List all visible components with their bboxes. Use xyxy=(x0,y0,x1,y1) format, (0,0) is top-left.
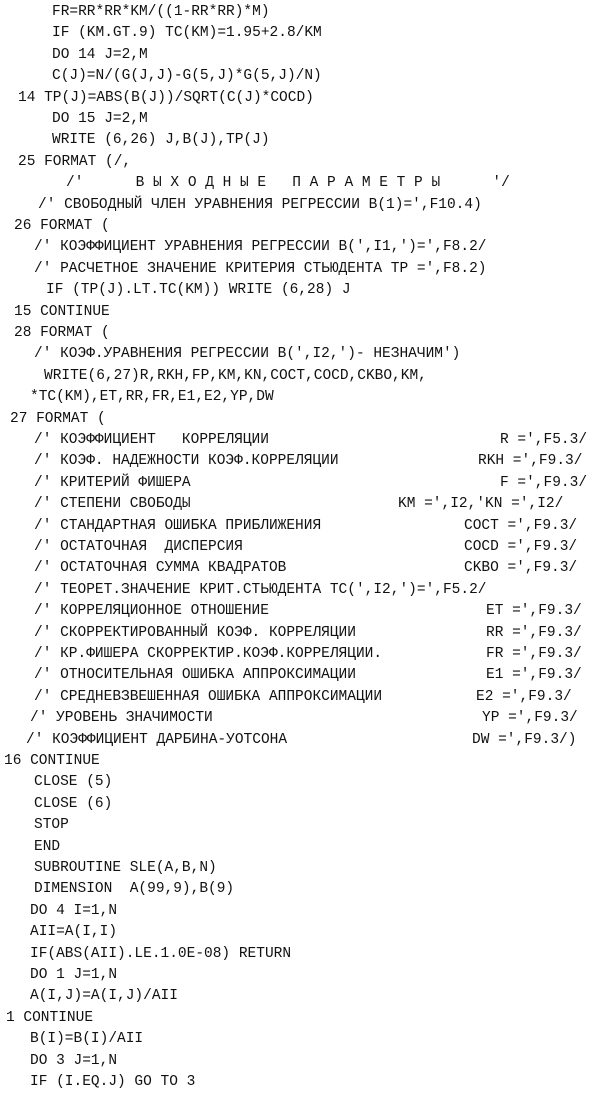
code-text: IF (TP(J).LT.TC(KM)) WRITE (6,28) J xyxy=(46,282,351,299)
code-text: CLOSE (6) xyxy=(34,795,113,812)
code-line xyxy=(0,730,614,751)
code-line xyxy=(0,109,614,130)
code-line xyxy=(0,922,614,943)
code-text: IF(ABS(AII).LE.1.0E-08) RETURN xyxy=(30,945,292,962)
code-text: AII=A(I,I) xyxy=(30,924,118,941)
code-text: IF (KM.GT.9) TC(KM)=1.95+2.8/KM xyxy=(52,25,322,42)
code-text: /' ОСТАТОЧНАЯ ДИСПЕРСИЯ xyxy=(34,539,243,555)
code-text: *TC(KM),ET,RR,FR,E1,E2,YP,DW xyxy=(30,389,274,406)
code-line xyxy=(0,280,614,301)
code-line xyxy=(0,537,614,558)
code-line xyxy=(0,45,614,66)
code-text: /' ТЕОРЕТ.ЗНАЧЕНИЕ КРИТ.СТЬЮДЕНТА TC(',I2,')=',F5.2/ xyxy=(34,581,487,598)
code-line xyxy=(0,623,614,644)
format-spec: COCD =',F9.3/ xyxy=(464,539,578,555)
code-line xyxy=(0,858,614,879)
code-line xyxy=(0,901,614,922)
format-spec: R =',F5.3/ xyxy=(500,432,588,448)
code-line xyxy=(0,237,614,258)
code-line xyxy=(0,195,614,216)
code-line xyxy=(0,772,614,793)
format-spec: F =',F9.3/ xyxy=(500,474,588,491)
code-text: DO 4 I=1,N xyxy=(30,902,118,919)
code-text: /' УРОВЕНЬ ЗНАЧИМОСТИ xyxy=(30,710,213,727)
format-spec: ET =',F9.3/ xyxy=(486,603,582,620)
format-spec: CKBO =',F9.3/ xyxy=(464,560,578,577)
code-text: /' КОРРЕЛЯЦИОННОЕ ОТНОШЕНИЕ xyxy=(34,603,269,620)
code-text: STOP xyxy=(34,817,69,834)
code-text: 14 TP(J)=ABS(B(J))/SQRT(C(J)*COCD) xyxy=(18,89,314,106)
code-line xyxy=(0,387,614,408)
code-text: /' КОЭФ. НАДЕЖНОСТИ КОЭФ.КОРРЕЛЯЦИИ xyxy=(34,453,339,470)
code-text: DO 1 J=1,N xyxy=(30,967,118,983)
format-spec: KM =',I2,'KN =',I2/ xyxy=(398,496,564,513)
code-text: FR=RR*RR*KM/((1-RR*RR)*M) xyxy=(52,4,270,20)
code-line xyxy=(0,1029,614,1050)
code-text: WRITE (6,26) J,B(J),TP(J) xyxy=(52,132,270,149)
code-line xyxy=(0,173,614,194)
code-line xyxy=(0,687,614,708)
code-text: /' КР.ФИШЕРА СКОРРЕКТИР.КОЭФ.КОРРЕЛЯЦИИ. xyxy=(34,646,383,662)
code-line xyxy=(0,344,614,365)
format-spec: YP =',F9.3/ xyxy=(482,710,578,727)
code-text: A(I,J)=A(I,J)/AII xyxy=(30,988,178,1005)
code-line xyxy=(0,259,614,280)
code-line xyxy=(0,494,614,515)
code-text: /' СВОБОДНЫЙ ЧЛЕН УРАВНЕНИЯ РЕГРЕССИИ B(1)=',F10.4) xyxy=(38,196,482,213)
format-spec: E1 =',F9.3/ xyxy=(486,667,582,684)
code-line xyxy=(0,794,614,815)
code-line xyxy=(0,23,614,44)
code-text: /' КРИТЕРИЙ ФИШЕРА xyxy=(34,474,191,491)
code-line xyxy=(0,430,614,451)
code-text: DIMENSION A(99,9),B(9) xyxy=(34,881,235,898)
code-line xyxy=(0,708,614,729)
code-line xyxy=(0,130,614,151)
code-line xyxy=(0,88,614,109)
code-text: IF (I.EQ.J) GO TO 3 xyxy=(30,1074,196,1090)
code-line xyxy=(0,986,614,1007)
code-text: 15 CONTINUE xyxy=(14,303,110,320)
code-text: /' КОЭФФИЦИЕНТ КОРРЕЛЯЦИИ xyxy=(34,432,269,448)
code-line xyxy=(0,558,614,579)
code-text: /' КОЭФФИЦИЕНТ ДАРБИНА-УОТСОНА xyxy=(26,731,288,748)
code-line xyxy=(0,152,614,173)
code-line xyxy=(0,451,614,472)
code-text: /' СТЕПЕНИ СВОБОДЫ xyxy=(34,496,191,513)
format-spec: E2 =',F9.3/ xyxy=(476,688,572,705)
format-spec: RKH =',F9.3/ xyxy=(478,453,583,470)
code-line xyxy=(0,837,614,858)
format-spec: COCT =',F9.3/ xyxy=(464,517,578,534)
code-text: WRITE(6,27)R,RKH,FP,KM,KN,COCT,COCD,CKBO,KM, xyxy=(44,367,427,384)
code-line xyxy=(0,302,614,323)
code-text: /' ОТНОСИТЕЛЬНАЯ ОШИБКА АППРОКСИМАЦИИ xyxy=(34,667,356,684)
code-text: 16 CONTINUE xyxy=(4,753,100,769)
code-line xyxy=(0,473,614,494)
code-text: 26 FORMAT ( xyxy=(14,218,110,234)
code-line xyxy=(0,879,614,900)
code-text: DO 3 J=1,N xyxy=(30,1052,118,1069)
code-line xyxy=(0,751,614,772)
code-line xyxy=(0,409,614,430)
code-text: 27 FORMAT ( xyxy=(10,410,106,427)
code-text: /' ОСТАТОЧНАЯ СУММА КВАДРАТОВ xyxy=(34,560,287,577)
code-text: /' КОЭФФИЦИЕНТ УРАВНЕНИЯ РЕГРЕССИИ B(',I1,')=',F8.2/ xyxy=(34,239,487,256)
source-code-listing xyxy=(0,2,614,1092)
format-spec: DW =',F9.3/) xyxy=(472,731,577,748)
code-text: /' СКОРРЕКТИРОВАННЫЙ КОЭФ. КОРРЕЛЯЦИИ xyxy=(34,624,356,641)
code-line xyxy=(0,580,614,601)
code-text: /' РАСЧЕТНОЕ ЗНАЧЕНИЕ КРИТЕРИЯ СТЬЮДЕНТА TP =',F8.2) xyxy=(34,260,487,277)
code-line xyxy=(0,665,614,686)
code-text: B(I)=B(I)/AII xyxy=(30,1031,144,1048)
code-line xyxy=(0,66,614,87)
code-line xyxy=(0,965,614,986)
code-line xyxy=(0,944,614,965)
code-line xyxy=(0,2,614,23)
code-text: /' СТАНДАРТНАЯ ОШИБКА ПРИБЛИЖЕНИЯ xyxy=(34,517,322,534)
code-text: /' СРЕДНЕВЗВЕШЕННАЯ ОШИБКА АППРОКСИМАЦИИ xyxy=(34,688,383,705)
code-text: /' В Ы Х О Д Н Ы Е П А Р А М Е Т Р Ы '/ xyxy=(66,175,510,192)
code-line xyxy=(0,516,614,537)
code-line xyxy=(0,1072,614,1093)
code-line xyxy=(0,323,614,344)
code-text: SUBROUTINE SLE(A,B,N) xyxy=(34,860,217,876)
code-line xyxy=(0,815,614,836)
code-line xyxy=(0,366,614,387)
code-line xyxy=(0,644,614,665)
code-text: CLOSE (5) xyxy=(34,774,113,791)
code-line xyxy=(0,1008,614,1029)
code-text: END xyxy=(34,838,61,855)
code-line xyxy=(0,601,614,622)
code-text: 1 CONTINUE xyxy=(6,1009,94,1026)
code-line xyxy=(0,216,614,237)
format-spec: FR =',F9.3/ xyxy=(486,646,582,662)
code-text: 25 FORMAT (/, xyxy=(18,153,132,170)
code-text: DO 14 J=2,M xyxy=(52,46,148,63)
format-spec: RR =',F9.3/ xyxy=(486,624,582,641)
code-text: C(J)=N/(G(J,J)-G(5,J)*G(5,J)/N) xyxy=(52,68,322,85)
code-text: DO 15 J=2,M xyxy=(52,111,148,127)
code-text: 28 FORMAT ( xyxy=(14,325,110,341)
code-line xyxy=(0,1051,614,1072)
code-text: /' КОЭФ.УРАВНЕНИЯ РЕГРЕССИИ B(',I2,')- НЕЗНАЧИМ') xyxy=(34,346,461,363)
